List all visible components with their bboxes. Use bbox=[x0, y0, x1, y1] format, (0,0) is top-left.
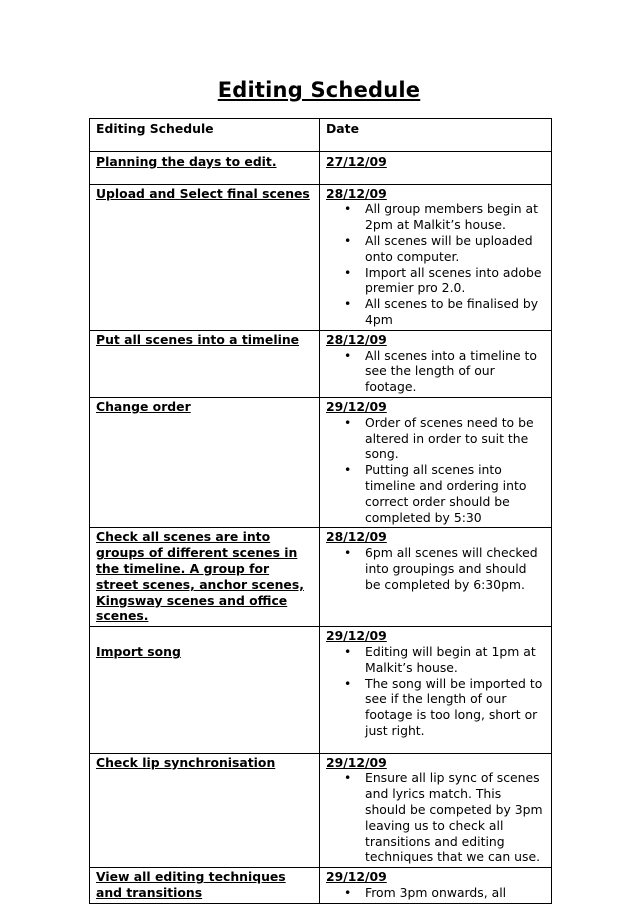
bullet-list bbox=[326, 201, 545, 327]
date-label: 28/12/09 bbox=[326, 185, 387, 201]
list-item: • Editing will begin at 1pm at Malkit’s house. bbox=[326, 644, 545, 676]
date-label: 29/12/09 bbox=[326, 869, 387, 885]
header-task-cell: Editing Schedule bbox=[90, 119, 320, 152]
header-date-cell: Date bbox=[320, 119, 552, 152]
table-header-row bbox=[90, 119, 552, 152]
task-label: Check lip synchronisation bbox=[96, 754, 276, 770]
task-label: Check all scenes are into groups of different scenes in the timeline. A group for street scenes, anchor scenes, Kingsway scenes and office scenes. bbox=[96, 529, 304, 624]
table-row bbox=[90, 528, 552, 627]
list-item: • The song will be imported to see if the length of our footage is too long, short or just right. bbox=[326, 676, 545, 739]
task-label: Put all scenes into a timeline bbox=[96, 331, 300, 347]
date-label: 29/12/09 bbox=[326, 754, 387, 770]
list-item: • All group members begin at 2pm at Malkit’s house. bbox=[326, 201, 545, 233]
task-label: Change order bbox=[96, 398, 191, 414]
task-label: View all editing techniques and transitions bbox=[96, 869, 286, 901]
table-row bbox=[90, 397, 552, 527]
bullet-list bbox=[326, 644, 545, 739]
table-row bbox=[90, 627, 552, 754]
list-item: • All scenes will be uploaded onto computer. bbox=[326, 233, 545, 265]
table-row bbox=[90, 868, 552, 904]
list-item: • From 3pm onwards, all bbox=[326, 885, 545, 901]
list-item: • Order of scenes need to be altered in order to suit the song. bbox=[326, 415, 545, 462]
list-item: • 6pm all scenes will checked into groupings and should be completed by 6:30pm. bbox=[326, 545, 545, 592]
task-label: Planning the days to edit. bbox=[96, 153, 277, 169]
task-label: Import song bbox=[96, 644, 181, 660]
bullet-list bbox=[326, 415, 545, 526]
date-label: 28/12/09 bbox=[326, 331, 387, 347]
table-row bbox=[90, 151, 552, 184]
list-item: • All scenes to be finalised by 4pm bbox=[326, 296, 545, 328]
date-label: 27/12/09 bbox=[326, 153, 387, 169]
list-item: • Import all scenes into adobe premier pro 2.0. bbox=[326, 265, 545, 297]
list-item: • All scenes into a timeline to see the length of our footage. bbox=[326, 348, 545, 395]
bullet-list bbox=[326, 770, 545, 865]
list-item: • Putting all scenes into timeline and ordering into correct order should be completed by 5:30 bbox=[326, 462, 545, 525]
bullet-list bbox=[326, 545, 545, 592]
date-label: 29/12/09 bbox=[326, 628, 387, 644]
bullet-list bbox=[326, 885, 545, 901]
document-title: Editing Schedule bbox=[217, 78, 421, 102]
list-item: • Ensure all lip sync of scenes and lyrics match. This should be competed by 3pm leaving us to check all transitions and editing techniques that we can use. bbox=[326, 770, 545, 865]
table-row bbox=[90, 184, 552, 330]
date-label: 29/12/09 bbox=[326, 398, 387, 414]
table-row bbox=[90, 330, 552, 397]
editing-schedule-table bbox=[89, 118, 552, 904]
task-label: Upload and Select final scenes bbox=[96, 185, 310, 201]
date-label: 28/12/09 bbox=[326, 529, 387, 545]
bullet-list bbox=[326, 348, 545, 395]
table-row bbox=[90, 753, 552, 868]
